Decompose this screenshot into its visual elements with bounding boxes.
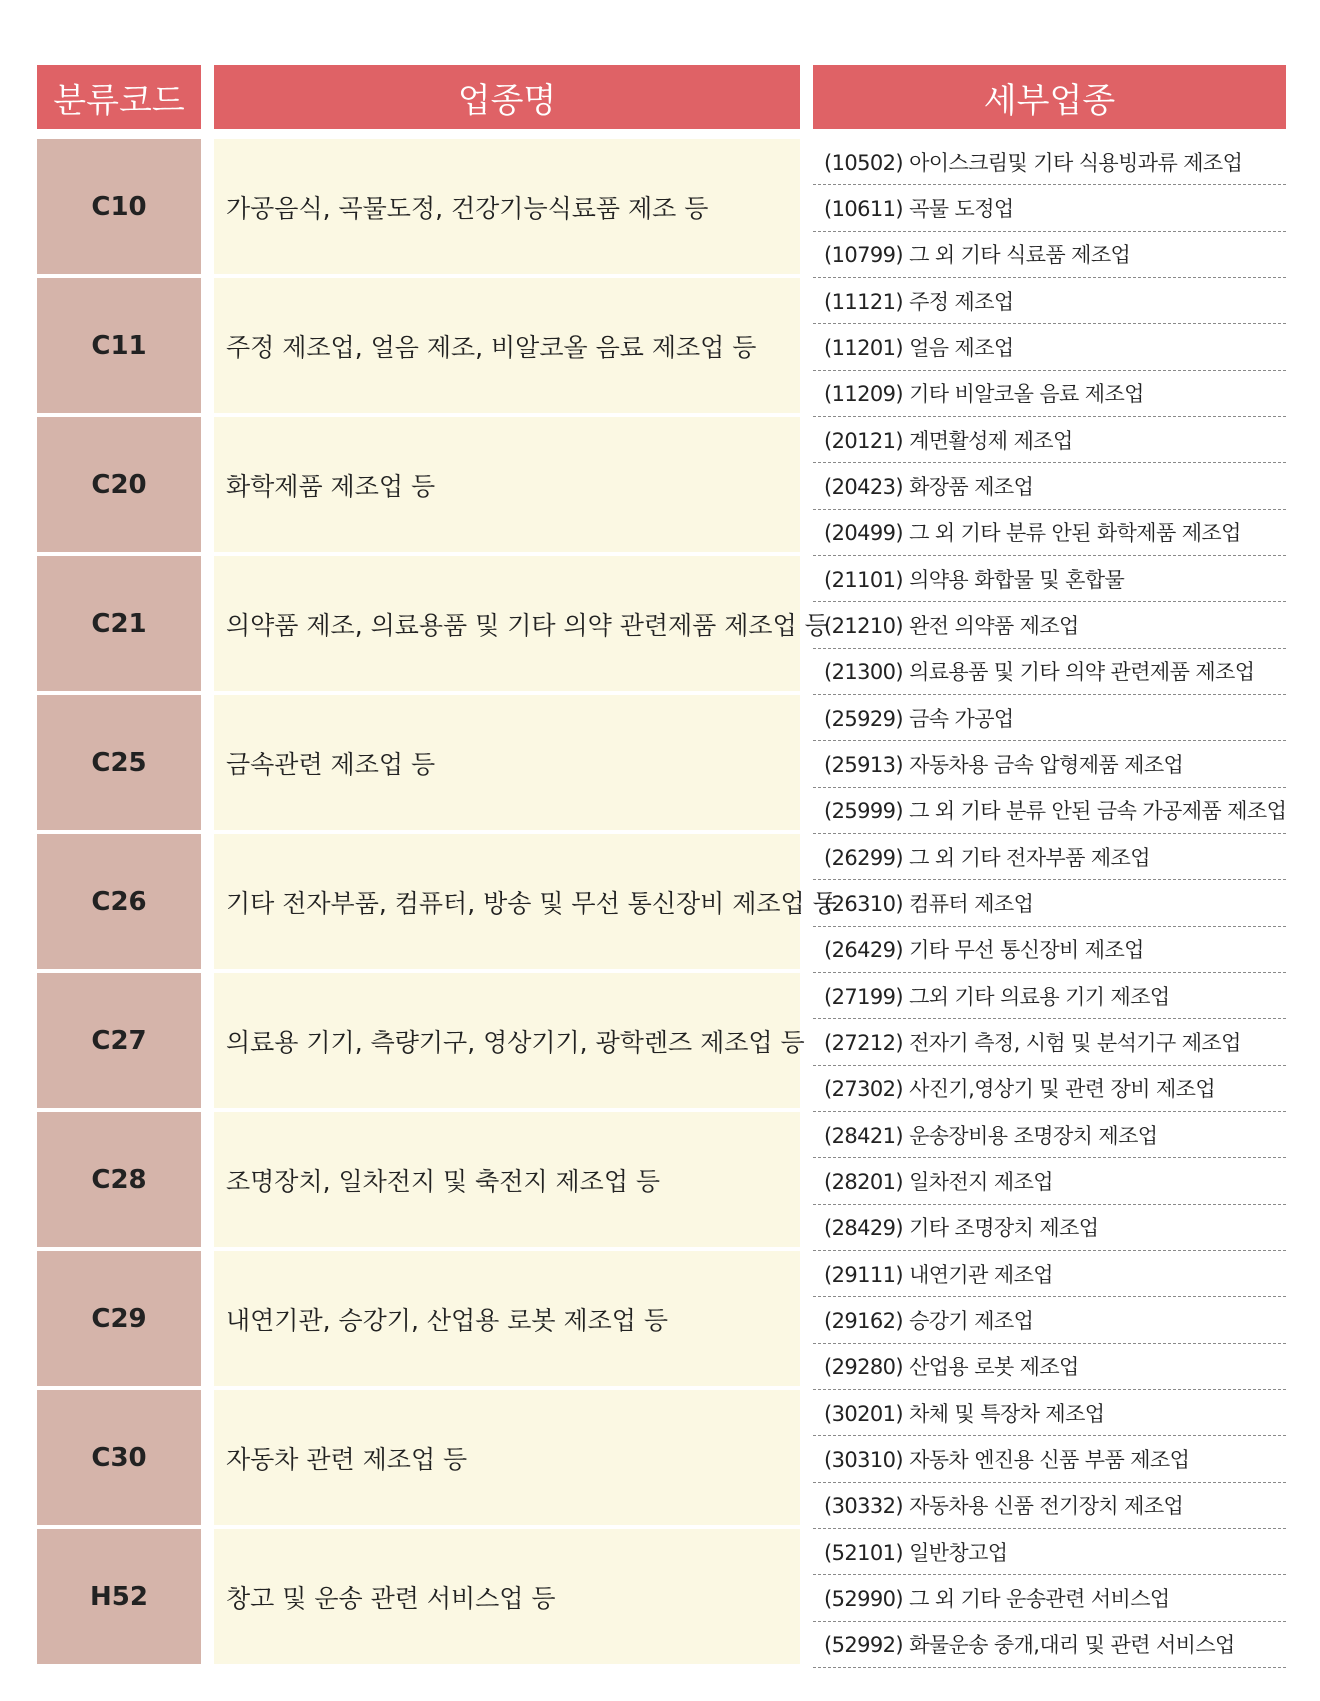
detail-industry-item: (10502) 아이스크림및 기타 식용빙과류 제조업 (813, 139, 1286, 185)
table-row (0, 556, 1320, 695)
detail-industry-list (813, 139, 1286, 278)
classification-code: C20 (37, 417, 201, 552)
table-row (0, 417, 1320, 556)
detail-industry-item: (11201) 얼음 제조업 (813, 324, 1286, 370)
detail-industry-item: (30201) 차체 및 특장차 제조업 (813, 1390, 1286, 1436)
detail-industry-list (813, 1529, 1286, 1668)
detail-industry-item: (26310) 컴퓨터 제조업 (813, 880, 1286, 926)
industry-name: 조명장치, 일차전지 및 축전지 제조업 등 (214, 1112, 800, 1247)
detail-industry-item: (29280) 산업용 로봇 제조업 (813, 1344, 1286, 1390)
table-row (0, 1390, 1320, 1529)
detail-industry-item: (20423) 화장품 제조업 (813, 463, 1286, 509)
table-row (0, 139, 1320, 278)
detail-industry-item: (26429) 기타 무선 통신장비 제조업 (813, 927, 1286, 973)
industry-name: 창고 및 운송 관련 서비스업 등 (214, 1529, 800, 1664)
industry-name: 의약품 제조, 의료용품 및 기타 의약 관련제품 제조업 등 (214, 556, 800, 691)
industry-name: 내연기관, 승강기, 산업용 로봇 제조업 등 (214, 1251, 800, 1386)
detail-industry-item: (30332) 자동차용 신품 전기장치 제조업 (813, 1483, 1286, 1529)
detail-industry-item: (30310) 자동차 엔진용 신품 부품 제조업 (813, 1436, 1286, 1482)
classification-code: C25 (37, 695, 201, 830)
detail-industry-item: (29162) 승강기 제조업 (813, 1297, 1286, 1343)
detail-industry-item: (21300) 의료용품 및 기타 의약 관련제품 제조업 (813, 649, 1286, 695)
table-row (0, 695, 1320, 834)
detail-industry-list (813, 278, 1286, 417)
classification-code: C11 (37, 278, 201, 413)
table-row (0, 1112, 1320, 1251)
detail-industry-item: (25999) 그 외 기타 분류 안된 금속 가공제품 제조업 (813, 788, 1286, 834)
classification-code: C26 (37, 834, 201, 969)
detail-industry-list (813, 1390, 1286, 1529)
classification-table (0, 139, 1320, 1668)
detail-industry-item: (27302) 사진기,영상기 및 관련 장비 제조업 (813, 1066, 1286, 1112)
industry-name: 화학제품 제조업 등 (214, 417, 800, 552)
header-code: 분류코드 (37, 65, 201, 129)
detail-industry-list (813, 417, 1286, 556)
classification-code: H52 (37, 1529, 201, 1664)
detail-industry-item: (10611) 곡물 도정업 (813, 185, 1286, 231)
classification-code: C21 (37, 556, 201, 691)
table-row (0, 834, 1320, 973)
detail-industry-item: (21210) 완전 의약품 제조업 (813, 602, 1286, 648)
detail-industry-item: (10799) 그 외 기타 식료품 제조업 (813, 232, 1286, 278)
detail-industry-list (813, 973, 1286, 1112)
detail-industry-item: (28201) 일차전지 제조업 (813, 1158, 1286, 1204)
classification-code: C27 (37, 973, 201, 1108)
detail-industry-item: (20499) 그 외 기타 분류 안된 화학제품 제조업 (813, 510, 1286, 556)
industry-name: 기타 전자부품, 컴퓨터, 방송 및 무선 통신장비 제조업 등 (214, 834, 800, 969)
detail-industry-item: (20121) 계면활성제 제조업 (813, 417, 1286, 463)
detail-industry-list (813, 695, 1286, 834)
detail-industry-list (813, 1251, 1286, 1390)
detail-industry-item: (11121) 주정 제조업 (813, 278, 1286, 324)
industry-name: 금속관련 제조업 등 (214, 695, 800, 830)
table-row (0, 1529, 1320, 1668)
detail-industry-item: (29111) 내연기관 제조업 (813, 1251, 1286, 1297)
classification-code: C30 (37, 1390, 201, 1525)
detail-industry-item: (28429) 기타 조명장치 제조업 (813, 1205, 1286, 1251)
detail-industry-item: (28421) 운송장비용 조명장치 제조업 (813, 1112, 1286, 1158)
industry-name: 주정 제조업, 얼음 제조, 비알코올 음료 제조업 등 (214, 278, 800, 413)
detail-industry-item: (27212) 전자기 측정, 시험 및 분석기구 제조업 (813, 1019, 1286, 1065)
detail-industry-item: (25929) 금속 가공업 (813, 695, 1286, 741)
industry-name: 자동차 관련 제조업 등 (214, 1390, 800, 1525)
detail-industry-list (813, 556, 1286, 695)
detail-industry-item: (52101) 일반창고업 (813, 1529, 1286, 1575)
detail-industry-item: (52990) 그 외 기타 운송관련 서비스업 (813, 1575, 1286, 1621)
detail-industry-item: (26299) 그 외 기타 전자부품 제조업 (813, 834, 1286, 880)
classification-code: C10 (37, 139, 201, 274)
detail-industry-item: (27199) 그외 기타 의료용 기기 제조업 (813, 973, 1286, 1019)
detail-industry-item: (52992) 화물운송 중개,대리 및 관련 서비스업 (813, 1622, 1286, 1668)
industry-name: 가공음식, 곡물도정, 건강기능식료품 제조 등 (214, 139, 800, 274)
industry-name: 의료용 기기, 측량기구, 영상기기, 광학렌즈 제조업 등 (214, 973, 800, 1108)
table-row (0, 278, 1320, 417)
detail-industry-item: (11209) 기타 비알코올 음료 제조업 (813, 371, 1286, 417)
table-row (0, 1251, 1320, 1390)
table-row (0, 973, 1320, 1112)
detail-industry-list (813, 1112, 1286, 1251)
detail-industry-list (813, 834, 1286, 973)
classification-code: C29 (37, 1251, 201, 1386)
header-detail-industry: 세부업종 (813, 65, 1286, 129)
classification-code: C28 (37, 1112, 201, 1247)
header-industry-name: 업종명 (214, 65, 800, 129)
detail-industry-item: (25913) 자동차용 금속 압형제품 제조업 (813, 741, 1286, 787)
detail-industry-item: (21101) 의약용 화합물 및 혼합물 (813, 556, 1286, 602)
